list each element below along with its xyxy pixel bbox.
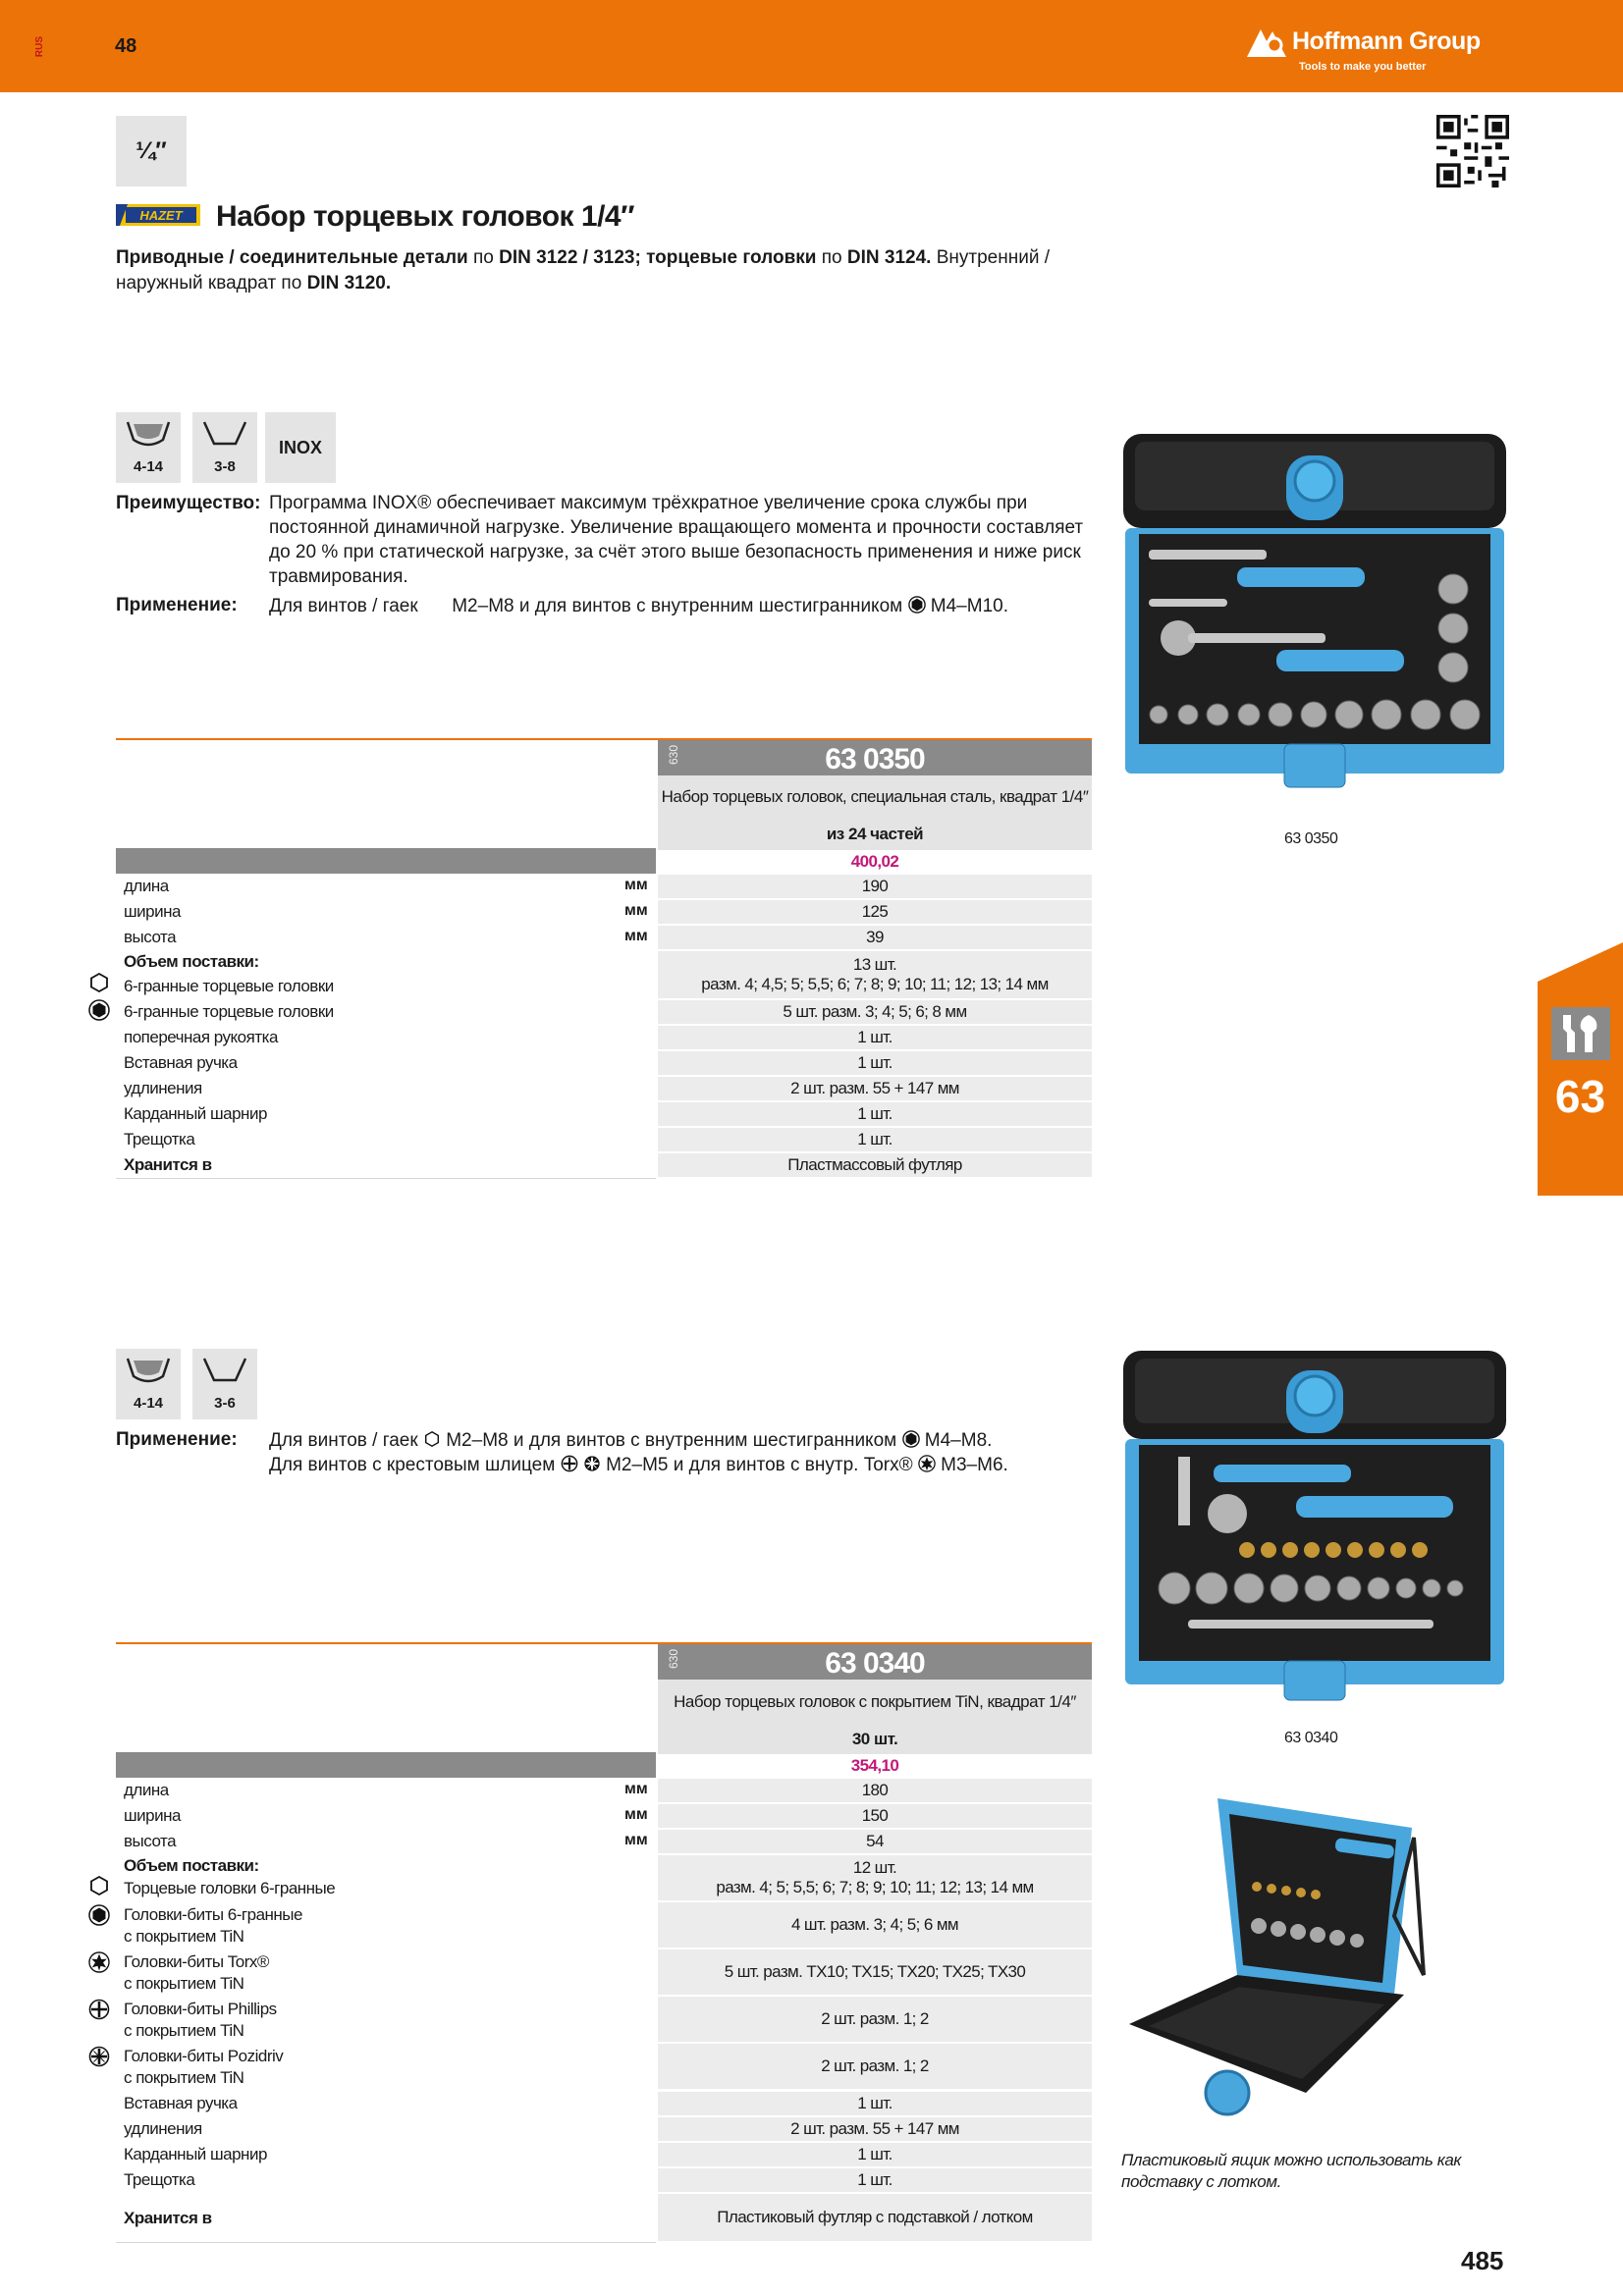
header-band [116,848,656,874]
advantage-text: Программа INOX® обеспечивает максимум трёхкратное увеличение срока службы при постоянной динамичной нагрузке. Увеличение вращающего момента и прочности составляет до 20 % при статической нагрузке, за счёт этого выше безопасность применения и ниже риск травмирования. [269,493,1084,587]
size-badge: ¼″ [116,116,187,187]
scope-item: удлинения [124,2119,202,2138]
hex-filled-icon [908,596,926,614]
article-description: Набор торцевых головок, специальная сталь, квадрат 1/4″ [661,787,1089,806]
hex-bit-icon [200,418,249,454]
scope-item: Хранится в [124,2209,212,2227]
product-image-stand[interactable] [1119,1798,1510,2134]
row-unit: мм [624,1806,648,1823]
hazet-logo [116,200,200,230]
row-separator [116,1178,656,1179]
scope-item: Головки-биты Pozidriv с покрытием TiN [124,2047,284,2087]
hex-outline-icon [423,1430,441,1448]
row-label: длина [124,877,169,895]
scope-value: 12 шт. разм. 4; 5; 5,5; 6; 7; 8; 9; 10; 11; 12; 13; 14 мм [658,1855,1092,1900]
intro-text: Приводные / соединительные детали по DIN 3122 / 3123; торцевые головки по DIN 3124. Внутренний / наружный квадрат по DIN 3120. [116,247,1050,294]
hex-outline-icon [88,972,110,993]
scope-item: Трещотка [124,2170,195,2189]
phillips-icon [88,1999,110,2020]
row-value: 150 [658,1804,1092,1828]
scope-item: Трещотка [124,1130,195,1148]
qr-code-icon[interactable] [1436,115,1509,187]
scope-value: 5 шт. разм. TX10; TX15; TX20; TX25; TX30 [658,1949,1092,1995]
brand-tagline: Tools to make you better [1299,61,1427,73]
scope-value: 2 шт. разм. 1; 2 [658,2044,1092,2089]
scope-item: Хранится в [124,1155,212,1174]
row-value: 180 [658,1779,1092,1802]
application-label: Применение: [116,595,238,615]
application-label: Применение: [116,1429,238,1450]
scope-label: Объем поставки: [124,1856,259,1875]
scope-item: Карданный шарнир [124,1104,267,1123]
scope-item: Головки-биты Phillips с покрытием TiN [124,2000,277,2040]
product-image-63-0350[interactable] [1119,432,1510,803]
scope-value: 2 шт. разм. 55 + 147 мм [658,2117,1092,2141]
scope-label: Объем поставки: [124,952,259,971]
hex-bit-badge: 3-6 [192,1349,257,1419]
chapter-page: 48 [115,35,137,57]
article-description: Набор торцевых головок с покрытием TiN, квадрат 1/4″ [674,1692,1076,1711]
hex-filled-icon [902,1430,920,1448]
row-unit: мм [624,877,648,893]
phillips-icon [561,1455,578,1472]
scope-item: Головки-биты 6-гранные с покрытием TiN [124,1905,302,1946]
hoffmann-logo-icon [1245,22,1288,61]
article-price: 354,10 [658,1754,1092,1778]
hex-socket-badge: 4-14 [116,412,181,483]
language-code: RUS [34,35,46,58]
row-separator [116,2242,656,2243]
scope-value: Пластмассовый футляр [658,1153,1092,1177]
scope-value: 1 шт. [658,2168,1092,2192]
scope-item: Вставная ручка [124,2094,238,2112]
chapter-number: 63 [1554,1071,1606,1122]
row-unit: мм [624,928,648,944]
chapter-tab[interactable] [1538,942,1623,1196]
scope-item: поперечная рукоятка [124,1028,278,1046]
row-label: ширина [124,1806,181,1825]
scope-item: Головки-биты Torx® с покрытием TiN [124,1952,269,1993]
row-label: высота [124,928,177,946]
page-title: Набор торцевых головок 1/4″ [216,200,634,233]
row-unit: мм [624,902,648,919]
scope-value: 13 шт. разм. 4; 4,5; 5; 5,5; 6; 7; 8; 9; 10; 11; 12; 13; 14 мм [658,951,1092,998]
row-label: длина [124,1781,169,1799]
article-parts: из 24 частей [826,825,924,843]
hex-bit-badge: 3-8 [192,412,257,483]
advantage-label: Преимущество: [116,493,261,513]
inox-badge: INOX [265,412,336,483]
row-label: ширина [124,902,181,921]
hex-socket-icon [124,1355,173,1390]
hex-bit-icon [200,1355,249,1390]
scope-value: 1 шт. [658,2092,1092,2115]
hex-filled-icon [88,1904,110,1926]
scope-item: 6-гранные торцевые головки [124,1002,334,1021]
torx-icon [88,1951,110,1973]
article-parts: 30 шт. [851,1730,898,1748]
scope-value: 1 шт. [658,1026,1092,1049]
scope-item: удлинения [124,1079,202,1097]
header-band [116,1752,656,1778]
application-text: Для винтов / гаек M2–M8 и для винтов с внутренним шестигранником M4–M10. [269,596,1008,616]
hex-filled-icon [88,999,110,1021]
article-header-63-0340: 630 63 0340 [658,1644,1092,1680]
row-unit: мм [624,1781,648,1797]
scope-value: 1 шт. [658,1128,1092,1151]
scope-item: 6-гранные торцевые головки [124,977,334,995]
scope-value: 1 шт. [658,1102,1092,1126]
svg-text:HAZET: HAZET [139,208,183,223]
scope-value: 2 шт. разм. 1; 2 [658,1997,1092,2042]
scope-value: 5 шт. разм. 3; 4; 5; 6; 8 мм [658,1000,1092,1024]
hex-outline-icon [88,1875,110,1896]
row-unit: мм [624,1832,648,1848]
pozidriv-icon [583,1455,601,1472]
article-price: 400,02 [658,850,1092,874]
product-caption-63-0350: 63 0350 [1284,830,1338,847]
product-image-63-0340[interactable] [1119,1349,1510,1708]
pozidriv-icon [88,2046,110,2067]
scope-item: Торцевые головки 6-гранные [124,1879,336,1897]
stand-note: Пластиковый ящик можно использовать как подставку с лотком. [1121,2151,1462,2191]
article-header-63-0350: 630 63 0350 [658,740,1092,775]
row-value: 54 [658,1830,1092,1853]
scope-item: Карданный шарнир [124,2145,267,2163]
scope-value: 2 шт. разм. 55 + 147 мм [658,1077,1092,1100]
row-value: 39 [658,926,1092,949]
scope-value: Пластиковый футляр с подставкой / лотком [658,2194,1092,2241]
product-caption-63-0340: 63 0340 [1284,1730,1338,1746]
scope-value: 1 шт. [658,1051,1092,1075]
hex-socket-badge: 4-14 [116,1349,181,1419]
row-label: высота [124,1832,177,1850]
page-number: 485 [1461,2246,1504,2275]
row-value: 190 [658,875,1092,898]
application-text: Для винтов / гаек M2–M8 и для винтов с внутренним шестигранником M4–M8. Для винтов с крестовым шлицем M2–M5 и для винтов с внутр. Torx® M3–M6. [269,1430,1008,1475]
scope-value: 4 шт. разм. 3; 4; 5; 6 мм [658,1902,1092,1948]
hex-socket-icon [124,418,173,454]
torx-icon [918,1455,936,1472]
row-value: 125 [658,900,1092,924]
scope-value: 1 шт. [658,2143,1092,2166]
scope-item: Вставная ручка [124,1053,238,1072]
brand-name: Hoffmann Group [1292,27,1481,55]
